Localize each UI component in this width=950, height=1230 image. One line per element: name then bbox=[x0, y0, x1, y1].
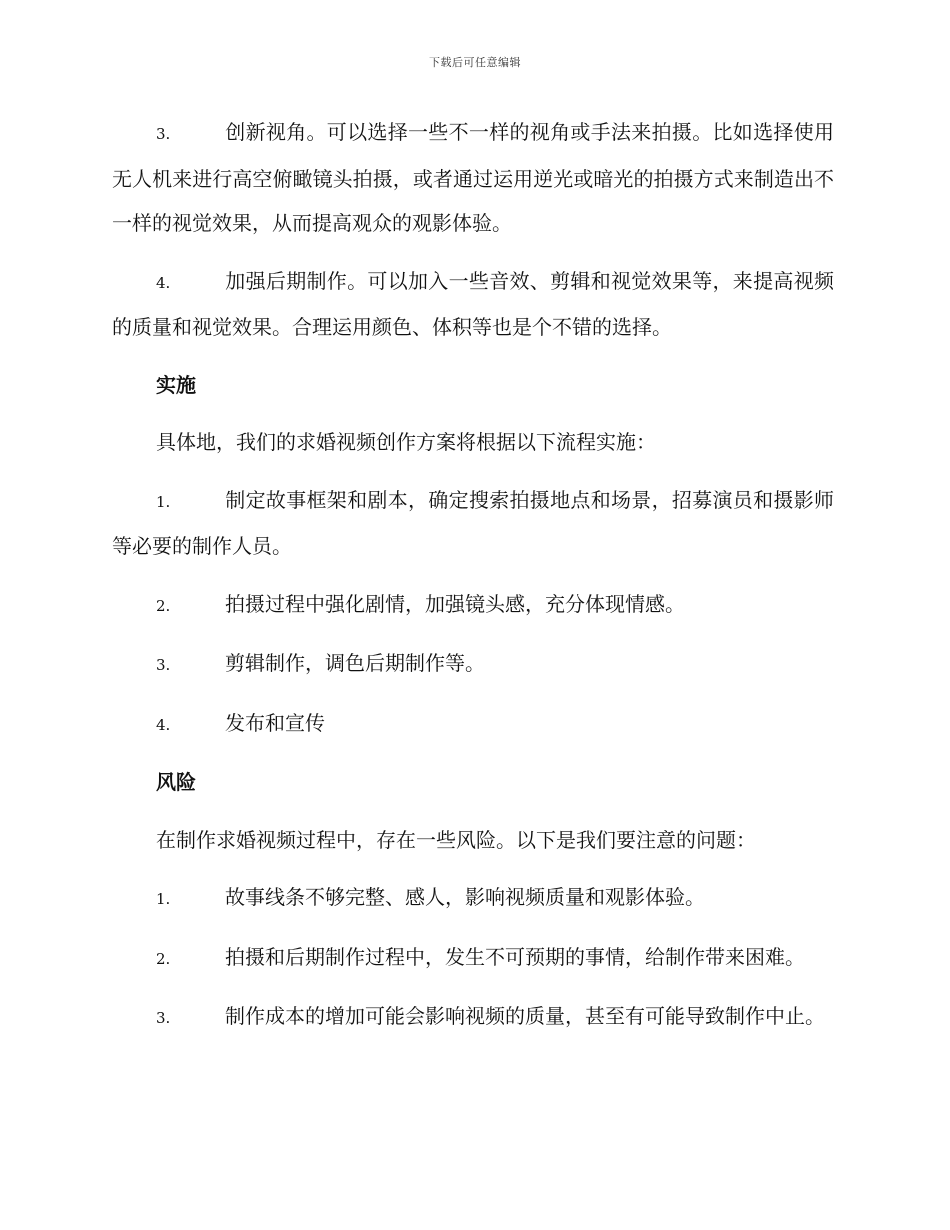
list-item bbox=[112, 701, 834, 748]
section-intro: 具体地，我们的求婚视频创作方案将根据以下流程实施： bbox=[156, 430, 656, 454]
list-number: 2. bbox=[156, 596, 171, 615]
list-item bbox=[112, 259, 834, 350]
list-number: 2. bbox=[156, 949, 171, 968]
list-text: 剪辑制作，调色后期制作等。 bbox=[225, 651, 485, 675]
list-item bbox=[112, 875, 834, 922]
list-text: 制作成本的增加可能会影响视频的质量，甚至有可能导致制作中止。 bbox=[225, 1004, 825, 1028]
list-item bbox=[112, 110, 834, 246]
list-number: 3. bbox=[156, 656, 171, 674]
list-number: 1. bbox=[156, 890, 171, 908]
list-item bbox=[112, 582, 834, 629]
list-text: 故事线条不够完整、感人，影响视频质量和观影体验。 bbox=[225, 885, 705, 909]
section-intro: 在制作求婚视频过程中，存在一些风险。以下是我们要注意的问题： bbox=[156, 827, 756, 852]
list-text: 拍摄过程中强化剧情，加强镜头感，充分体现情感。 bbox=[225, 591, 685, 616]
list-text: 制定故事框架和剧本，确定搜索拍摄地点和场景，招募演员和摄影师等必要的制作人员。 bbox=[112, 487, 834, 558]
list-item bbox=[112, 641, 834, 688]
list-number: 4. bbox=[156, 715, 171, 734]
list-item bbox=[112, 478, 834, 569]
list-number: 3. bbox=[156, 125, 171, 143]
list-number: 3. bbox=[156, 1009, 171, 1027]
page-header: 下载后可任意编辑 bbox=[429, 56, 521, 69]
list-text: 拍摄和后期制作过程中，发生不可预期的事情，给制作带来困难。 bbox=[225, 944, 805, 969]
section-heading-implement: 实施 bbox=[156, 372, 196, 397]
section-heading-risk: 风险 bbox=[156, 770, 196, 794]
list-item bbox=[112, 935, 834, 982]
list-item bbox=[112, 994, 834, 1041]
list-number: 1. bbox=[156, 492, 171, 511]
document-body bbox=[112, 110, 834, 1054]
list-text: 发布和宣传 bbox=[225, 710, 325, 735]
list-number: 4. bbox=[156, 273, 171, 292]
list-text: 加强后期制作。可以加入一些音效、剪辑和视觉效果等，来提高视频的质量和视觉效果。合理运用颜色、体积等也是个不错的选择。 bbox=[112, 268, 834, 339]
list-text: 创新视角。可以选择一些不一样的视角或手法来拍摄。比如选择使用无人机来进行高空俯瞰镜头拍摄，或者通过运用逆光或暗光的拍摄方式来制造出不一样的视觉效果，从而提高观众的观影体验。 bbox=[112, 120, 834, 235]
